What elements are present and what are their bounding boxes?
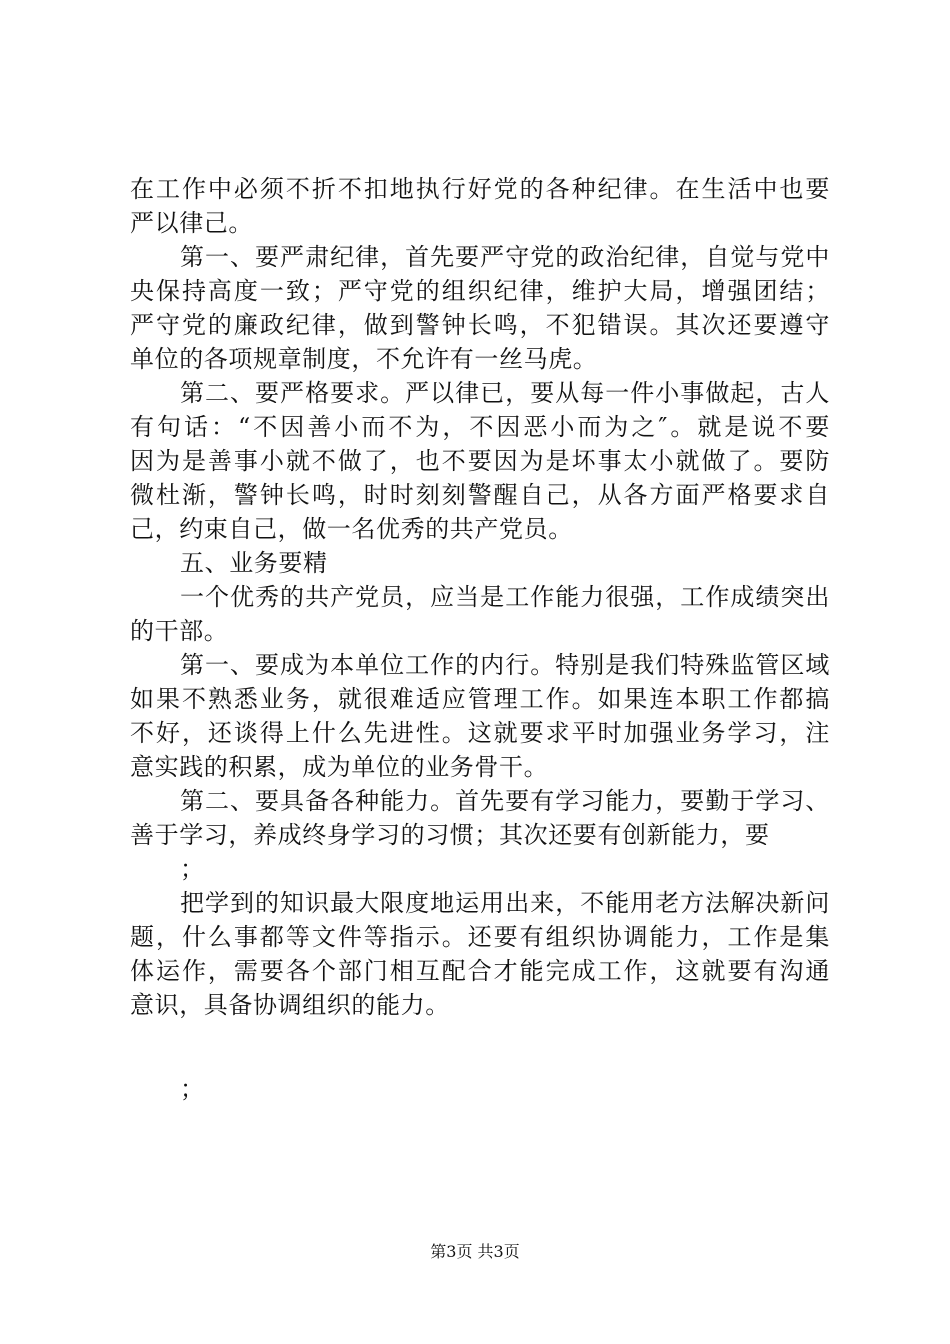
text-line: 严以律己。: [130, 209, 253, 237]
spacer: [130, 1022, 830, 1072]
text-line: ；: [180, 855, 205, 883]
section-heading: 五、业务要精: [180, 549, 328, 577]
text-line: ；: [180, 1075, 205, 1103]
text-line: 善于学习，养成终身学习的习惯；其次还要有创新能力，要: [130, 821, 770, 849]
page-footer: 第3页 共3页: [430, 1242, 520, 1261]
text-line: 的干部。: [130, 617, 229, 645]
text-line: 单位的各项规章制度，不允许有一丝马虎。: [130, 345, 598, 373]
text-line: 如果不熟悉业务，就很难适应管理工作。如果连本职工作都搞: [130, 685, 830, 713]
text-line: 一个优秀的共产党员，应当是工作能力很强，工作成绩突出: [180, 583, 830, 611]
text-line: 在工作中必须不折不扣地执行好党的各种纪律。在生活中也要: [130, 175, 830, 203]
text-line: 第二、要严格要求。严以律已，要从每一件小事做起，古人: [180, 379, 830, 407]
text-line: 有句话：“不因善小而不为，不因恶小而为之″。就是说不要: [130, 413, 830, 441]
text-line: 因为是善事小就不做了，也不要因为是坏事太小就做了。要防: [130, 447, 830, 475]
text-line: 己，约束自己，做一名优秀的共产党员。: [130, 515, 573, 543]
text-line: 题，什么事都等文件等指示。还要有组织协调能力，工作是集: [130, 923, 830, 951]
text-line: 严守党的廉政纪律，做到警钟长鸣，不犯错误。其次还要遵守: [130, 311, 830, 339]
text-line: 意识，具备协调组织的能力。: [130, 991, 450, 1019]
text-line: 体运作，需要各个部门相互配合才能完成工作，这就要有沟通: [130, 957, 830, 985]
text-line: 微杜渐，警钟长鸣，时时刻刻警醒自己，从各方面严格要求自: [130, 481, 830, 509]
text-line: 央保持高度一致；严守党的组织纪律，维护大局，增强团结；: [130, 277, 830, 305]
text-line: 第二、要具备各种能力。首先要有学习能力，要勤于学习、: [180, 787, 830, 815]
document-body: [130, 172, 830, 1106]
text-line: 把学到的知识最大限度地运用出来，不能用老方法解决新问: [180, 889, 830, 917]
text-line: 不好，还谈得上什么先进性。这就要求平时加强业务学习，注: [130, 719, 830, 747]
text-line: 第一、要严肃纪律，首先要严守党的政治纪律，自觉与党中: [180, 243, 830, 271]
text-line: 意实践的积累，成为单位的业务骨干。: [130, 753, 549, 781]
text-line: 第一、要成为本单位工作的内行。特别是我们特殊监管区域: [180, 651, 830, 679]
